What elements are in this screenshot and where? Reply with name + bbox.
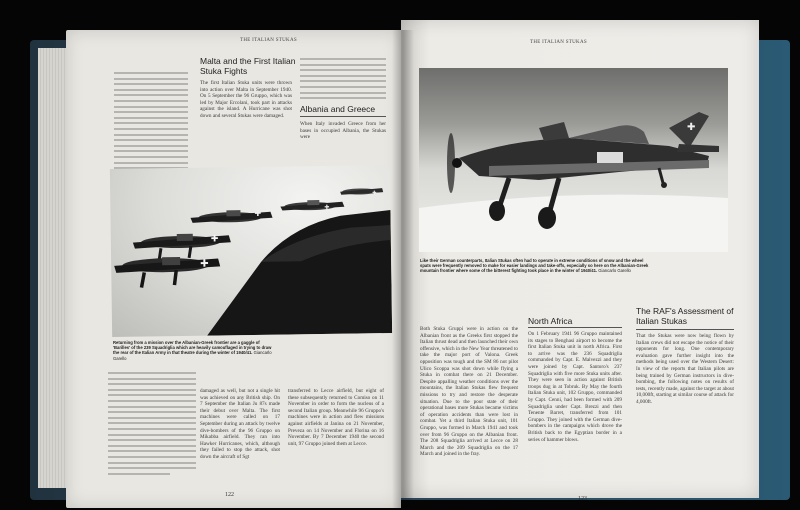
left-col1-text-block: [114, 72, 188, 178]
stuka-aircraft: [190, 209, 272, 223]
left-bottom-col1: [108, 372, 196, 478]
white-band: [597, 152, 623, 163]
svg-text:✚: ✚: [324, 204, 330, 211]
stuka-formation-illustration: [110, 165, 392, 337]
right-caption-text: Like their German counterparts, Italian Stukas often had to operate in extreme conditions of snow and the wheel spats were frequently removed to make for easier landings and take-offs, especially so here on the Albanian-Greek mountain frontier where some of the bitterest fighting took place in the winter of 1940/41.: [420, 258, 649, 274]
left-photo-caption: [113, 340, 273, 361]
svg-text:✚: ✚: [210, 233, 219, 244]
section-heading-albania: Albania and Greece: [300, 104, 376, 114]
book-gutter: [392, 30, 414, 508]
right-col1-text: Both Stuka Gruppi were in action on the Albanian front as the Greeks first stopped the Italian thrust dead and then launched their own offensive, which in the New Year threatened to take the major port of Valona. Greek opposition was tough and the SM 86 not pilot Ulico Scoppa was shot down while flying a Stuka in combat there on 21 December. Despite appalling weather conditions over the mountains, the Italian Stukas flew frequent missions to try and restore the desperate situation. Due to the poor state of their operational bases more Stukas became victims of operation accidents than were lost in combat. Yet a third Italian Stuka unit, 101 Gruppo, was formed in March 1941 and took over from 96 Gruppo on the Albanian front. The 208 Squadriglia arrived at Lecce on 28 March and the 209 Squadriglia on the 17 March and joined in the fray.: [420, 326, 518, 458]
section-heading-malta: Malta and the First Italian Stuka Fights: [200, 56, 296, 76]
right-caption-credit: Giancarlo Garello: [598, 268, 631, 274]
right-col3-text: That the Stukas were now being flown by Italian crews did not escape the notice of their opponents for long. One contemporary evaluation gave further insight into the methods being used over the Western Desert: In view of the reports that Italian pilots are being trained by German instructors in dive-bombing, the following notes on results of tests, recently made, against the target at about 10,000ft, starting at similar course of attack for 4,000ft.: [636, 333, 734, 405]
section-heading-north-africa: North Africa: [528, 316, 573, 326]
stuka-snow-illustration: [419, 68, 728, 252]
para-albania: When Italy invaded Greece from her bases in occupied Albania, the Stukas were: [300, 121, 386, 141]
left-caption-credit: Giancarlo Garello: [113, 350, 272, 361]
right-col2-text: On 1 February 1941 96 Gruppo maintained its stages to Benghasi airport to become the first Italian Stuka unit in north Africa. First to arrive was the 236 Squadriglia commanded by Capt. E. Malvezzi and they were joined by Capt. Santoro's 237 Squadriglia with five more Stuka units after. They were seen in action against British troops dug in at Tobruk. By May the fourth Italian Stuka unit, 102 Gruppo, commanded by Capt. Cenni, had been formed with 209 Squadriglia under Capt. Brezzi and then Tenente Barret, transferred from 101 Gruppo. They joined with the German dive-bombers in the campaigns which drove the British back to the Egyptian border in a series of hammer blows.: [528, 331, 622, 443]
stuka-aircraft: [114, 256, 220, 287]
stuka-aircraft: [133, 233, 231, 260]
photo-stuka-in-snow: [419, 68, 728, 252]
right-wheel: [538, 207, 556, 229]
raf-rule: [636, 329, 734, 330]
left-page-number: 122: [225, 492, 234, 498]
left-caption-text: Returning from a mission over the Albanian-Greek frontier are a gaggle of 'Barilles' of the 239 Squadriglia which are heavily camouflaged in trying to draw the rear of the Italian Army in that theatre during the winter of 1940/41.: [113, 340, 272, 356]
section-heading-raf-assessment: The RAF's Assessment of Italian Stukas: [636, 306, 734, 326]
photo-italian-stukas-formation: [110, 165, 392, 337]
snow-ground: [419, 195, 728, 252]
right-page-number: 123: [578, 496, 587, 502]
north-africa-rule: [528, 327, 622, 328]
left-wheel: [489, 201, 505, 221]
svg-text:✚: ✚: [200, 258, 209, 270]
heading-rule: [300, 116, 386, 117]
svg-text:✚: ✚: [254, 208, 262, 218]
left-running-head: THE ITALIAN STUKAS: [240, 38, 297, 43]
left-bottom-col2: damaged as well, but not a single hit was achieved on any British ship. On 7 September the Italian Ju 87s made their debut over Malta. The first machines were called on 17 September during an attack by twelve dive-bombers of the 96 Gruppo on Mikabba airfield. They ran into Hawker Hurricanes, which, although they failed to stop the attack, shot down the aircraft of Sgt: [200, 388, 280, 460]
para-malta: The first Italian Stuka units were thrown into action over Malta in September 1940. On 5 September the 96 Gruppo, which was led by Major Ercolani, took part in attacks against the island. A Hurricane was shot down and several Stukas were damaged.: [200, 80, 292, 119]
left-bottom-col3: transferred to Lecce airfield, but eight of these subsequently returned to Comiso on 11 November in order to form the nucleus of a second Italian group. Meanwhile 96 Gruppo's machines were in action and flew missions against airfields at Janina on 21 November, Preveza on 14 November and Florina on 16 November. By 7 December 1940 the second unit, 97 Gruppo joined them at Lecce.: [288, 388, 384, 447]
stuka-aircraft: [340, 188, 383, 197]
svg-text:✚: ✚: [687, 122, 696, 133]
left-col3-text-block: [300, 58, 386, 103]
stuka-aircraft: [280, 200, 344, 212]
right-photo-caption: [420, 258, 650, 274]
right-running-head: THE ITALIAN STUKAS: [530, 40, 587, 45]
svg-text:✚: ✚: [372, 191, 377, 197]
